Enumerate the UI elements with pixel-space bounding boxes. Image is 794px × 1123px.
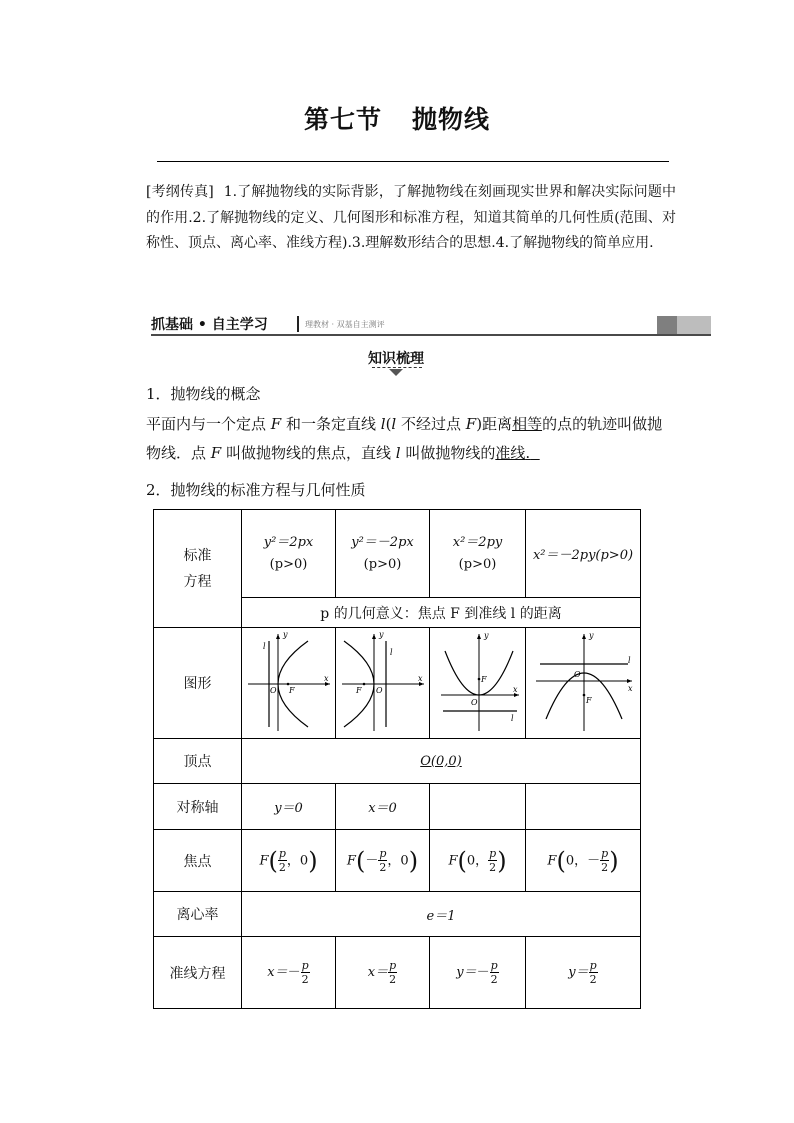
banner-block-light (677, 316, 711, 334)
triangle-down-icon (389, 369, 403, 376)
axis-cell (526, 784, 641, 830)
page-title (0, 100, 794, 136)
vertex-value: O(0,0) (420, 753, 462, 769)
row-label-vertex: 顶点 (154, 739, 242, 784)
table-row-vertex (154, 739, 641, 784)
axis-label-y: y (282, 629, 288, 639)
p-meaning-cell: p 的几何意义：焦点 F 到准线 l 的距离 (242, 598, 641, 628)
axis-cell: x＝0 (336, 784, 430, 830)
axis-label-x: x (628, 683, 633, 693)
row-label-directrix: 准线方程 (154, 937, 242, 1009)
row-label-std: 标准 方程 (154, 510, 242, 628)
axis-cell: y＝0 (242, 784, 336, 830)
focus-label: F (586, 695, 592, 705)
def-blank-directrix: 准线. (495, 444, 531, 462)
directrix-label: l (262, 641, 266, 651)
table-row-graphs (154, 628, 641, 739)
row-label-graph: 图形 (154, 628, 242, 739)
axis-label-y: y (589, 630, 594, 640)
table-row-axis (154, 784, 641, 830)
focus-cell: F( $\frac{p}{2}$ ，0) (242, 830, 336, 892)
def-var: F (270, 415, 282, 433)
banner-block-dark (657, 316, 677, 334)
subsection-2-title: 2．抛物线的标准方程与几何性质 (146, 481, 366, 499)
def-text: )距离 (476, 415, 513, 433)
syllabus-text: 1.了解抛物线的实际背影，了解抛物线在刻画现实世界和解决实际问题中的作用.2.了解抛物线的定义、几何图形和标准方程，知道其简单的几何性质(范围、对称性、顶点、离心率、准线方程).3.理解数形结合的思想.4.了解抛物线的简单应用. (146, 184, 676, 251)
focus-label: F (480, 674, 487, 684)
table-row-directrix (154, 937, 641, 1009)
title-section: 第七节 (303, 105, 382, 134)
origin-label: O (269, 685, 277, 695)
def-text: 叫做抛物线的 (400, 444, 496, 462)
banner-subheading: 理教材 · 双基自主测评 (305, 320, 385, 329)
banner-heading: 抓基础 • 自主学习 (151, 317, 268, 333)
parabola-up-graph (433, 629, 523, 734)
graph-cell (242, 628, 336, 739)
banner-bar (151, 334, 711, 336)
section-banner (151, 315, 711, 335)
knowledge-heading (336, 348, 456, 368)
table-row-equations (154, 510, 641, 598)
directrix-label: l (389, 647, 393, 657)
graph-cell (336, 628, 430, 739)
heading-dashed-line (372, 367, 422, 368)
banner-separator (297, 316, 299, 332)
def-var: l (391, 415, 397, 433)
syllabus-block (146, 180, 676, 257)
def-text: 平面内与一个定点 (146, 415, 271, 433)
directrix-label: l (510, 713, 514, 723)
def-text: 的点的轨迹叫做抛物线．点 (146, 415, 663, 462)
ecc-cell: e＝1 (242, 892, 641, 937)
subsection-1-title: 1．抛物线的概念 (146, 385, 261, 403)
focus-cell: F(0，－ $\frac{p}{2}$ ) (526, 830, 641, 892)
axis-label-x: x (417, 673, 423, 683)
equation-cell: y²＝－2px (p>0) (336, 510, 430, 598)
syllabus-label: [考纲传真] (146, 184, 214, 200)
parabola-right-graph (244, 629, 334, 734)
graph-cell (526, 628, 641, 739)
focus-label: F (288, 685, 295, 695)
axis-cell (430, 784, 526, 830)
def-text: ( (385, 415, 392, 433)
equation-cell: x²＝2py (p>0) (430, 510, 526, 598)
origin-label: O (574, 669, 581, 679)
row-label-axis: 对称轴 (154, 784, 242, 830)
equation-cell: y²＝2px (p>0) (242, 510, 336, 598)
focus-label: F (355, 685, 362, 695)
axis-label-x: x (323, 673, 329, 683)
directrix-cell: x＝－ $\frac{p}{2}$ (242, 937, 336, 1009)
def-var: F (210, 444, 222, 462)
parabola-left-graph (338, 629, 428, 734)
def-var: F (465, 415, 477, 433)
knowledge-heading-text: 知识梳理 (368, 351, 424, 367)
vertex-cell (242, 739, 641, 784)
def-var: l (380, 415, 386, 433)
title-topic: 抛物线 (412, 105, 491, 134)
def-text: 不经过点 (396, 415, 466, 433)
definition-paragraph (146, 410, 676, 468)
row-label-ecc: 离心率 (154, 892, 242, 937)
focus-cell: F(－ $\frac{p}{2}$ ，0) (336, 830, 430, 892)
focus-cell: F(0， $\frac{p}{2}$ ) (430, 830, 526, 892)
axis-label-y: y (483, 630, 489, 640)
table-row-focus (154, 830, 641, 892)
def-blank-equal: 相等 (512, 415, 543, 433)
origin-label: O (470, 697, 478, 707)
equation-cell: x²＝－2py(p>0) (526, 510, 641, 598)
def-text: 和一条定直线 (281, 415, 381, 433)
directrix-cell: y＝ $\frac{p}{2}$ (526, 937, 641, 1009)
axis-label-y: y (378, 629, 384, 639)
origin-label: O (375, 685, 383, 695)
axis-label-x: x (512, 684, 518, 694)
table-row-eccentricity (154, 892, 641, 937)
directrix-label: l (628, 655, 631, 665)
directrix-cell: x＝ $\frac{p}{2}$ (336, 937, 430, 1009)
def-text: 叫做抛物线的焦点，直线 (221, 444, 396, 462)
parabola-down-graph (528, 629, 638, 734)
def-var: l (395, 444, 401, 462)
title-divider (157, 161, 669, 162)
parabola-properties-table (153, 509, 641, 1009)
graph-cell (430, 628, 526, 739)
directrix-cell: y＝－ $\frac{p}{2}$ (430, 937, 526, 1009)
row-label-focus: 焦点 (154, 830, 242, 892)
